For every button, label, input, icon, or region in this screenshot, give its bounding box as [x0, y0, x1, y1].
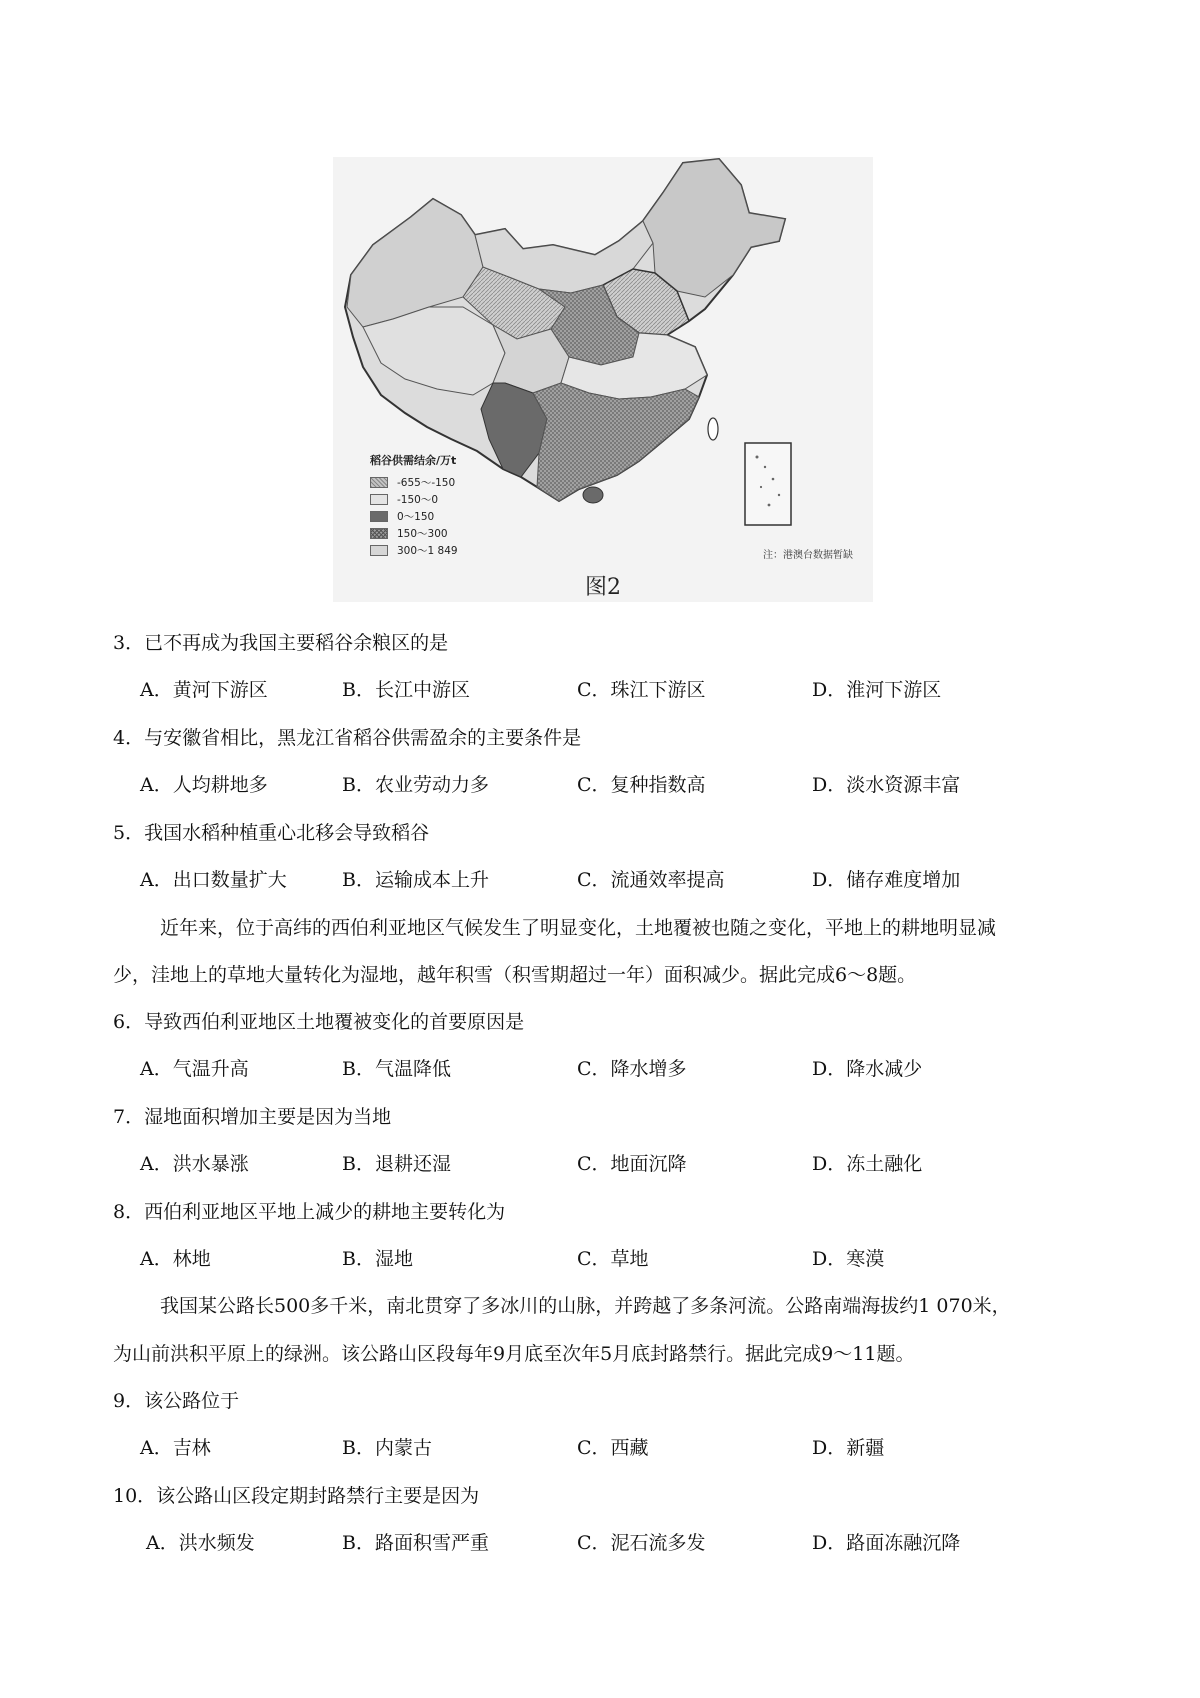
- legend-item: [370, 474, 458, 491]
- question-stem: 3．已不再成为我国主要稻谷余粮区的是: [113, 632, 449, 654]
- region-northeast: [643, 159, 785, 297]
- option-c[interactable]: C．西藏: [577, 1437, 649, 1459]
- passage-line: 少，洼地上的草地大量转化为湿地，越年积雪（积雪期超过一年）面积减少。据此完成6～8题。: [113, 964, 917, 986]
- question-stem: 6．导致西伯利亚地区土地覆被变化的首要原因是: [113, 1011, 525, 1033]
- option-b[interactable]: B．退耕还湿: [342, 1153, 451, 1175]
- legend-item: [370, 542, 458, 559]
- option-d[interactable]: D．冻土融化: [812, 1153, 923, 1175]
- legend-swatch: [370, 494, 388, 505]
- option-d[interactable]: D．淡水资源丰富: [812, 774, 961, 796]
- legend-item: [370, 508, 458, 525]
- question-stem: 7．湿地面积增加主要是因为当地: [113, 1106, 392, 1128]
- option-a[interactable]: A．气温升高: [140, 1058, 249, 1080]
- option-a[interactable]: A．林地: [140, 1248, 211, 1270]
- option-c[interactable]: C．地面沉降: [577, 1153, 687, 1175]
- legend-label: 150～300: [397, 528, 448, 540]
- option-b[interactable]: B．长江中游区: [342, 679, 470, 701]
- legend-swatch: [370, 528, 388, 539]
- passage-line: 为山前洪积平原上的绿洲。该公路山区段每年9月底至次年5月底封路禁行。据此完成9～11题。: [113, 1343, 915, 1365]
- passage-line: 近年来，位于高纬的西伯利亚地区气候发生了明显变化，土地覆被也随之变化，平地上的耕地明显减: [160, 917, 997, 939]
- option-b[interactable]: B．气温降低: [342, 1058, 451, 1080]
- legend-item: [370, 491, 458, 508]
- option-c[interactable]: C．草地: [577, 1248, 649, 1270]
- option-a[interactable]: A．洪水频发: [146, 1532, 255, 1554]
- option-d[interactable]: D．储存难度增加: [812, 869, 961, 891]
- legend-label: 300～1 849: [397, 545, 458, 557]
- option-a[interactable]: A．人均耕地多: [140, 774, 268, 796]
- option-b[interactable]: B．路面积雪严重: [342, 1532, 489, 1554]
- legend-item: [370, 525, 458, 542]
- question-stem: 4．与安徽省相比，黑龙江省稻谷供需盈余的主要条件是: [113, 727, 582, 749]
- legend-label: 0～150: [397, 511, 435, 523]
- option-c[interactable]: C．降水增多: [577, 1058, 687, 1080]
- legend-swatch: [370, 477, 388, 488]
- hainan-island: [583, 487, 603, 503]
- option-c[interactable]: C．珠江下游区: [577, 679, 706, 701]
- legend-swatch: [370, 545, 388, 556]
- figure-caption: 图2: [585, 575, 621, 600]
- south-china-sea-inset: [745, 443, 791, 525]
- region-south: [533, 383, 699, 501]
- question-stem: 8．西伯利亚地区平地上减少的耕地主要转化为: [113, 1201, 506, 1223]
- option-a[interactable]: A．黄河下游区: [140, 679, 268, 701]
- option-a[interactable]: A．洪水暴涨: [140, 1153, 249, 1175]
- option-c[interactable]: C．流通效率提高: [577, 869, 725, 891]
- legend-label: -655～-150: [397, 477, 456, 489]
- option-b[interactable]: B．内蒙古: [342, 1437, 432, 1459]
- option-a[interactable]: A．出口数量扩大: [140, 869, 287, 891]
- option-c[interactable]: C．泥石流多发: [577, 1532, 706, 1554]
- option-d[interactable]: D．路面冻融沉降: [812, 1532, 961, 1554]
- legend-swatch: [370, 511, 388, 522]
- option-b[interactable]: B．农业劳动力多: [342, 774, 489, 796]
- option-d[interactable]: D．寒漠: [812, 1248, 885, 1270]
- question-stem: 9．该公路位于: [113, 1390, 240, 1412]
- taiwan-island: [708, 418, 718, 440]
- legend-label: -150～0: [397, 494, 439, 506]
- passage-line: 我国某公路长500多千米，南北贯穿了多冰川的山脉，并跨越了多条河流。公路南端海拔约1 070米，: [160, 1295, 1011, 1317]
- option-d[interactable]: D．新疆: [812, 1437, 885, 1459]
- map-figure: [333, 157, 873, 602]
- option-d[interactable]: D．降水减少: [812, 1058, 923, 1080]
- legend-title: 稻谷供需结余/万t: [370, 454, 457, 467]
- option-c[interactable]: C．复种指数高: [577, 774, 706, 796]
- map-note: 注：港澳台数据暂缺: [763, 550, 853, 561]
- question-stem: 5．我国水稻种植重心北移会导致稻谷: [113, 822, 430, 844]
- option-b[interactable]: B．湿地: [342, 1248, 413, 1270]
- option-b[interactable]: B．运输成本上升: [342, 869, 489, 891]
- option-a[interactable]: A．吉林: [140, 1437, 211, 1459]
- question-stem: 10．该公路山区段定期封路禁行主要是因为: [113, 1485, 480, 1507]
- option-d[interactable]: D．淮河下游区: [812, 679, 942, 701]
- map-legend: [370, 452, 458, 559]
